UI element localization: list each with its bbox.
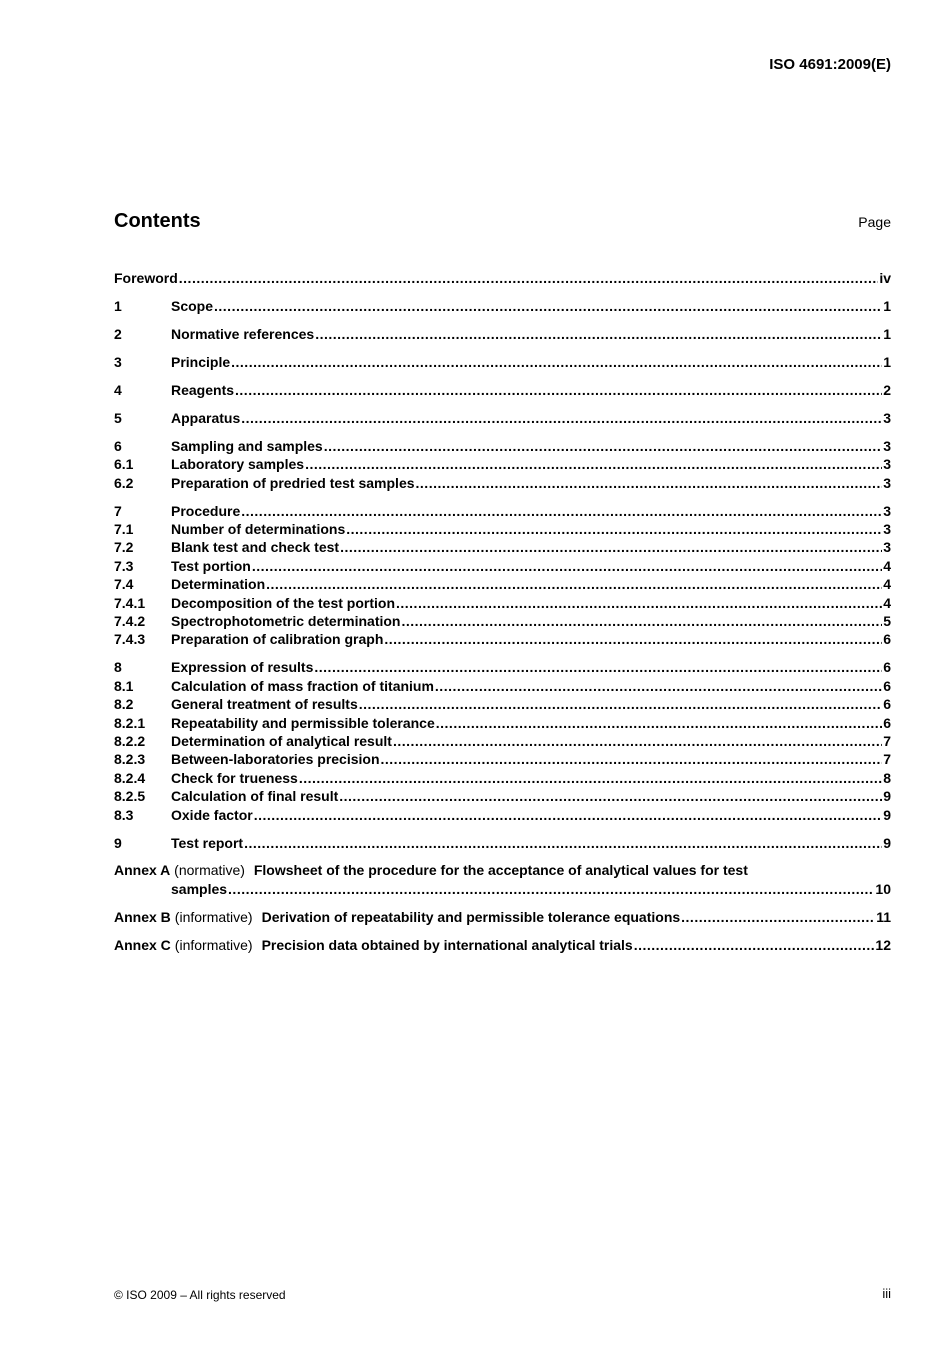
- document-id: ISO 4691:2009(E): [769, 56, 891, 73]
- toc-page: 9: [883, 834, 891, 851]
- leader-dots: [315, 325, 882, 343]
- toc-page: 3: [883, 409, 891, 426]
- toc-title: Blank test and check test: [171, 539, 340, 556]
- toc-entry[interactable]: [114, 474, 891, 492]
- leader-dots: [254, 806, 883, 824]
- annex-title-continued: samples: [171, 880, 228, 897]
- leader-dots: [381, 750, 883, 768]
- toc-number: 7: [114, 502, 122, 519]
- toc-number: 9: [114, 834, 122, 851]
- toc-entry[interactable]: [114, 714, 891, 732]
- toc-page: 3: [883, 521, 891, 538]
- toc-number: 6: [114, 437, 122, 454]
- toc-number: 6.2: [114, 474, 134, 491]
- toc-number: 1: [114, 297, 122, 314]
- toc-entry[interactable]: [114, 557, 891, 575]
- toc-entry[interactable]: [114, 630, 891, 648]
- annex-type: (informative): [174, 936, 253, 953]
- toc-entry[interactable]: [114, 594, 891, 612]
- toc-page: 6: [883, 696, 891, 713]
- toc-number: 8.2.3: [114, 751, 146, 768]
- toc-number: 6.1: [114, 456, 134, 473]
- toc-title: Calculation of mass fraction of titanium: [171, 677, 434, 694]
- annex-continuation-line: [114, 880, 891, 898]
- annex-heading-line: [114, 861, 891, 879]
- page-column-label: Page: [858, 214, 891, 230]
- toc-title: Apparatus: [171, 409, 241, 426]
- toc-entry[interactable]: [114, 695, 891, 713]
- leader-dots: [384, 630, 882, 648]
- toc-title: Determination of analytical result: [171, 732, 392, 749]
- copyright-notice: © ISO 2009 – All rights reserved: [114, 1288, 286, 1302]
- toc-entry[interactable]: [114, 658, 891, 676]
- leader-dots: [299, 769, 882, 787]
- toc-page: 7: [883, 751, 891, 768]
- toc-page: 9: [883, 806, 891, 823]
- toc-entry[interactable]: [114, 538, 891, 556]
- toc-number: 5: [114, 409, 122, 426]
- annex-type: (informative): [174, 908, 253, 925]
- toc-page: 4: [883, 594, 891, 611]
- toc-number: 7.4.1: [114, 594, 146, 611]
- toc-title: Check for trueness: [171, 769, 298, 786]
- toc-entry[interactable]: [114, 834, 891, 852]
- toc-page: 3: [883, 539, 891, 556]
- leader-dots: [681, 908, 875, 926]
- toc-annex-b[interactable]: [114, 908, 891, 926]
- toc-entry[interactable]: [114, 381, 891, 399]
- toc-title: General treatment of results: [171, 696, 358, 713]
- leader-dots: [346, 520, 882, 538]
- toc-page: 2: [883, 381, 891, 398]
- leader-dots: [324, 437, 882, 455]
- toc-page: 6: [883, 714, 891, 731]
- annex-title: Precision data obtained by international analytical trials: [261, 936, 633, 953]
- leader-dots: [252, 557, 882, 575]
- toc-title: Foreword: [114, 270, 178, 286]
- toc-page: 6: [883, 677, 891, 694]
- leader-dots: [241, 502, 882, 520]
- leader-dots: [416, 474, 883, 492]
- toc-page: 10: [875, 880, 891, 897]
- toc-number: 8.2.2: [114, 732, 146, 749]
- toc-number: 7.4.3: [114, 631, 146, 648]
- toc-number: 7.2: [114, 539, 134, 556]
- leader-dots: [634, 936, 875, 954]
- toc-title: Calculation of final result: [171, 788, 339, 805]
- leader-dots: [235, 381, 882, 399]
- toc-entry[interactable]: [114, 575, 891, 593]
- toc-page: 4: [883, 557, 891, 574]
- leader-dots: [179, 269, 879, 287]
- toc-number: 8.2.5: [114, 788, 146, 805]
- page-number: iii: [882, 1286, 891, 1301]
- toc-entry[interactable]: [114, 409, 891, 427]
- toc-entry[interactable]: [114, 732, 891, 750]
- toc-number: 8: [114, 659, 122, 676]
- toc-number: 4: [114, 381, 122, 398]
- toc-entry[interactable]: [114, 787, 891, 805]
- toc-title: Preparation of calibration graph: [171, 631, 384, 648]
- toc-title: Normative references: [171, 325, 315, 342]
- toc-entry[interactable]: [114, 437, 891, 455]
- toc-number: 8.2.4: [114, 769, 146, 786]
- leader-dots: [339, 787, 882, 805]
- toc-title: Decomposition of the test portion: [171, 594, 395, 611]
- toc-annex-c[interactable]: [114, 936, 891, 954]
- toc-title: Principle: [171, 353, 231, 370]
- toc-page: 5: [883, 613, 891, 630]
- toc-entry[interactable]: [114, 520, 891, 538]
- annex-label: Annex B: [114, 908, 171, 925]
- toc-entry[interactable]: [114, 750, 891, 768]
- leader-dots: [359, 695, 882, 713]
- toc-title: Oxide factor: [171, 806, 253, 823]
- annex-label: Annex C: [114, 936, 171, 953]
- table-of-contents: [114, 269, 891, 954]
- toc-page: 11: [876, 908, 891, 925]
- toc-page: 6: [883, 631, 891, 648]
- leader-dots: [228, 880, 874, 898]
- toc-entry[interactable]: [114, 455, 891, 473]
- toc-number: 8.3: [114, 806, 134, 823]
- toc-title: Number of determinations: [171, 521, 346, 538]
- leader-dots: [435, 677, 882, 695]
- leader-dots: [266, 575, 882, 593]
- leader-dots: [393, 732, 882, 750]
- contents-header: [114, 210, 891, 233]
- toc-title: Expression of results: [171, 659, 314, 676]
- toc-number: 8.1: [114, 677, 134, 694]
- annex-title: Flowsheet of the procedure for the acceptance of analytical values for test: [253, 862, 748, 879]
- leader-dots: [241, 409, 882, 427]
- toc-number: 7.3: [114, 557, 134, 574]
- toc-title: Test report: [171, 834, 244, 851]
- toc-page: 8: [883, 769, 891, 786]
- toc-page: 3: [883, 456, 891, 473]
- toc-title: Procedure: [171, 502, 241, 519]
- leader-dots: [244, 834, 882, 852]
- leader-dots: [436, 714, 882, 732]
- leader-dots: [314, 658, 882, 676]
- toc-page: 1: [883, 353, 891, 370]
- leader-dots: [401, 612, 882, 630]
- toc-title: Determination: [171, 576, 266, 593]
- leader-dots: [214, 297, 882, 315]
- toc-title: Reagents: [171, 381, 235, 398]
- toc-entry[interactable]: [114, 325, 891, 343]
- toc-page: 7: [883, 732, 891, 749]
- leader-dots: [396, 594, 882, 612]
- toc-page: 3: [883, 502, 891, 519]
- toc-page: 6: [883, 659, 891, 676]
- toc-number: 8.2.1: [114, 714, 146, 731]
- leader-dots: [231, 353, 882, 371]
- toc-title: Repeatability and permissible tolerance: [171, 714, 435, 731]
- toc-entry[interactable]: [114, 769, 891, 787]
- toc-number: 7.4.2: [114, 613, 146, 630]
- toc-entry[interactable]: [114, 806, 891, 824]
- toc-page: 12: [875, 936, 891, 953]
- toc-page: 3: [883, 437, 891, 454]
- toc-title: Between-laboratories precision: [171, 751, 380, 768]
- annex-type: (normative): [174, 862, 245, 879]
- contents-title: Contents: [114, 210, 201, 232]
- toc-title: Preparation of predried test samples: [171, 474, 415, 491]
- toc-number: 3: [114, 353, 122, 370]
- toc-entry[interactable]: [114, 612, 891, 630]
- toc-page: 1: [883, 325, 891, 342]
- toc-page: 4: [883, 576, 891, 593]
- toc-title: Laboratory samples: [171, 456, 305, 473]
- toc-number: 8.2: [114, 696, 134, 713]
- toc-number: 7.4: [114, 576, 134, 593]
- toc-entry[interactable]: [114, 353, 891, 371]
- toc-page: 1: [883, 297, 891, 314]
- toc-page: 9: [883, 788, 891, 805]
- toc-title: Sampling and samples: [171, 437, 323, 454]
- annex-label: Annex A: [114, 862, 171, 879]
- toc-title: Scope: [171, 297, 214, 314]
- toc-title: Test portion: [171, 557, 251, 574]
- toc-entry[interactable]: [114, 677, 891, 695]
- toc-number: 7.1: [114, 521, 134, 538]
- toc-entry[interactable]: [114, 502, 891, 520]
- leader-dots: [340, 538, 882, 556]
- toc-page: 3: [883, 474, 891, 491]
- annex-title: Derivation of repeatability and permissible tolerance equations: [261, 908, 681, 925]
- toc-entry-foreword[interactable]: [114, 269, 891, 287]
- leader-dots: [305, 455, 882, 473]
- toc-annex-a[interactable]: [114, 861, 891, 898]
- toc-page: iv: [879, 270, 891, 286]
- toc-title: Spectrophotometric determination: [171, 613, 401, 630]
- toc-number: 2: [114, 325, 122, 342]
- toc-entry[interactable]: [114, 297, 891, 315]
